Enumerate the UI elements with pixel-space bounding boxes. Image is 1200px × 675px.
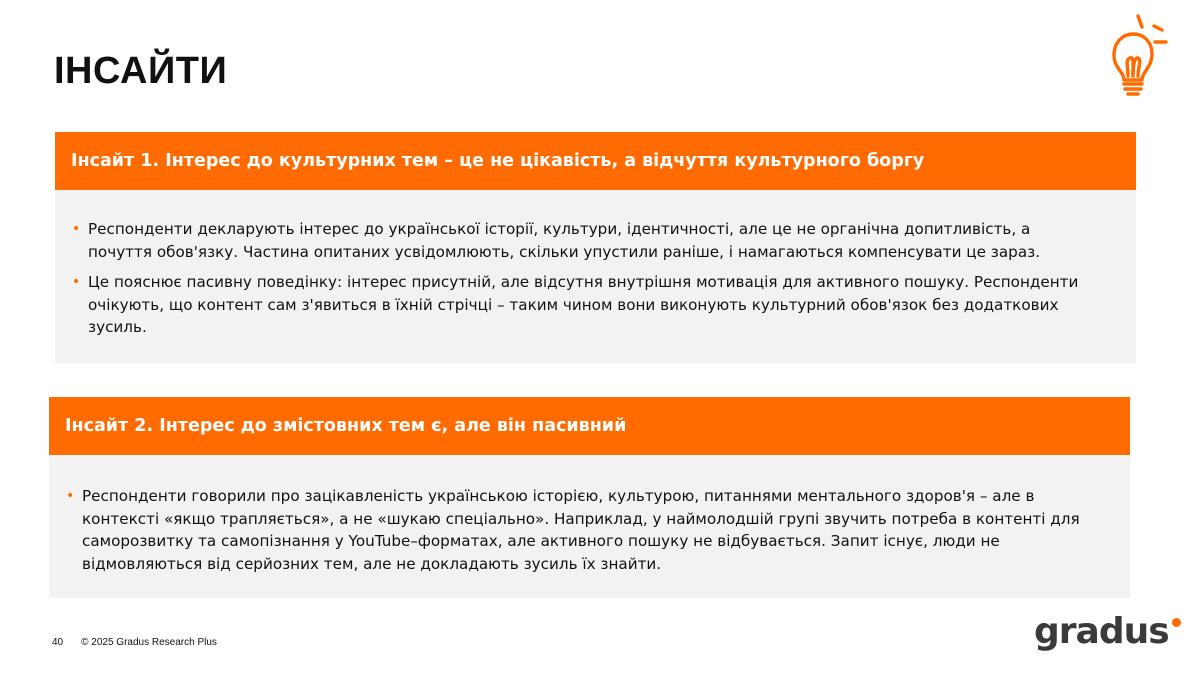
bullet-item: • Це пояснює пасивну поведінку: інтерес присутній, але відсутня внутрішня мотивація для активного пошуку. Респонденти очікують, що контент сам з'явиться в їхній стрічці – таким чином вони виконують культурний обов'язок без додаткових зусиль. xyxy=(70,271,1096,339)
lightbulb-icon xyxy=(1104,12,1168,98)
page-number: 40 xyxy=(52,637,64,648)
insight-card-2 xyxy=(49,397,1130,598)
insight-1-body xyxy=(55,190,1136,363)
insight-card-1 xyxy=(55,132,1136,363)
copyright-notice: © 2025 Gradus Research Plus xyxy=(81,637,217,648)
insight-1-bullets xyxy=(70,218,1096,339)
footer xyxy=(52,637,217,648)
insight-2-body xyxy=(49,455,1130,598)
bullet-item: • Респонденти говорили про зацікавленість українською історією, культурою, питаннями ментального здоров'я – але в контексті «якщо трапляється», а не «шукаю спеціально». Наприклад, у наймолодшій групі звучить потреба в контенті для саморозвитку та самопізнання у YouTube–форматах, але активного пошуку не відбувається. Запит існує, люди не відмовляються від серйозних тем, але не докладають зусиль їх знайти. xyxy=(64,485,1090,575)
insight-2-bullets xyxy=(64,485,1090,575)
insight-1-heading: Інсайт 1. Інтерес до культурних тем – це не цікавість, а відчуття культурного боргу xyxy=(55,132,1136,190)
page-title: ІНСАЙТИ xyxy=(54,50,228,92)
logo-text: gradus xyxy=(1034,611,1169,652)
logo-dot-icon xyxy=(1172,618,1181,627)
insight-2-heading: Інсайт 2. Інтерес до змістовних тем є, але він пасивний xyxy=(49,397,1130,455)
bullet-item: • Респонденти декларують інтерес до української історії, культури, ідентичності, але це не органічна допитливість, а почуття обов'язку. Частина опитаних усвідомлюють, скільки упустили раніше, і намагаються компенсувати це зараз. xyxy=(70,218,1096,263)
gradus-logo xyxy=(1034,610,1181,656)
